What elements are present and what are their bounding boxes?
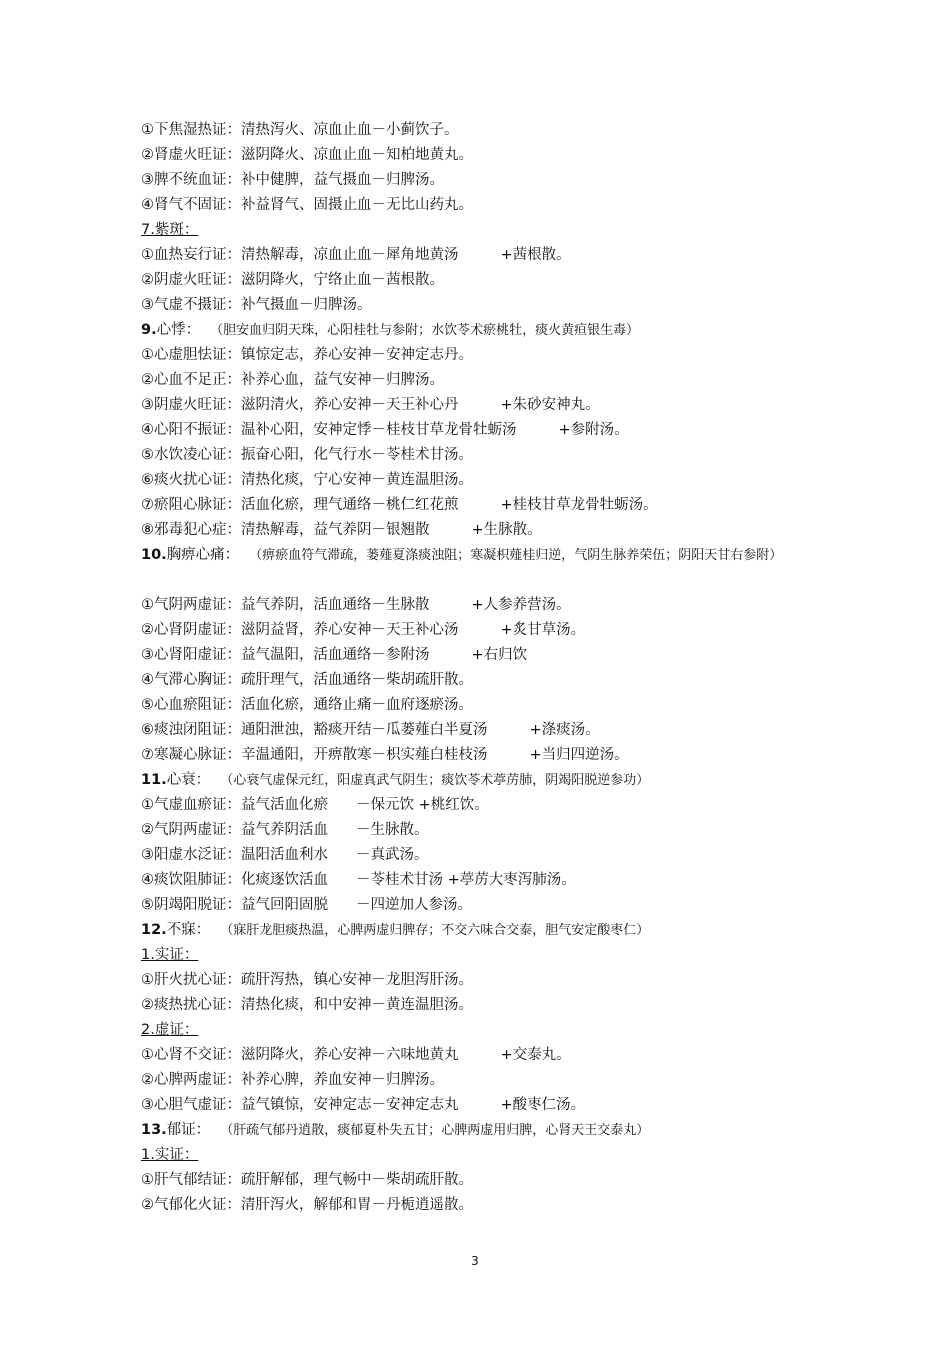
- page-number: 3: [471, 1254, 479, 1268]
- text-line: ④肾气不固证：补益肾气、固摄止血－无比山药丸。: [141, 197, 473, 213]
- text-line: ⑤阴竭阳脱证：益气回阳固脱 －四逆加人参汤。: [141, 897, 472, 913]
- subsection-heading: 1.实证：: [141, 1147, 199, 1163]
- text-line: ①心虚胆怯证：镇惊定志，养心安神－安神定志丹。: [141, 347, 473, 363]
- section-heading: 13.郁证： （肝疏气郁丹逍散，痰郁夏朴失五甘；心脾两虚用归脾，心肾天王交泰丸）: [141, 1122, 650, 1138]
- text-line: ③脾不统血证：补中健脾，益气摄血－归脾汤。: [141, 172, 444, 188]
- text-line: ③阴虚火旺证：滋阴清火，养心安神－天王补心丹 +朱砂安神丸。: [141, 397, 600, 413]
- text-line: ③阳虚水泛证：温阳活血利水 －真武汤。: [141, 847, 429, 863]
- text-line: ①血热妄行证：清热解毒，凉血止血－犀角地黄汤 +茜根散。: [141, 247, 571, 263]
- text-line: ①心肾不交证：滋阴降火，养心安神－六味地黄丸 +交泰丸。: [141, 1047, 571, 1063]
- text-line: ②心脾两虚证：补养心脾，养血安神－归脾汤。: [141, 1072, 444, 1088]
- text-line: ④心阳不振证：温补心阳，安神定悸－桂枝甘草龙骨牡蛎汤 +参附汤。: [141, 422, 629, 438]
- section-heading: 9.心悸： （胆安血归阴天珠，心阳桂牡与参附；水饮苓术瘀桃牡，痰火黄疸银生毒）: [141, 322, 640, 338]
- text-line: ②肾虚火旺证：滋阴降火、凉血止血－知柏地黄丸。: [141, 147, 473, 163]
- text-line: ③气虚不摄证：补气摄血－归脾汤。: [141, 297, 372, 313]
- text-line: ①肝火扰心证：疏肝泻热，镇心安神－龙胆泻肝汤。: [141, 972, 473, 988]
- subsection-heading: 2.虚证：: [141, 1022, 199, 1038]
- text-line: ⑦瘀阻心脉证：活血化瘀，理气通络－桃仁红花煎 +桂枝甘草龙骨牡蛎汤。: [141, 497, 658, 513]
- text-line: ②痰热扰心证：清热化痰，和中安神－黄连温胆汤。: [141, 997, 473, 1013]
- text-line: ③心胆气虚证：益气镇惊，安神定志－安神定志丸 +酸枣仁汤。: [141, 1097, 586, 1113]
- text-line: ②阴虚火旺证：滋阴降火，宁络止血－茜根散。: [141, 272, 444, 288]
- section-heading: 10.胸痹心痛： （痹瘀血符气滞疏，蒌薤夏涤痰浊阻；寒凝枳薤桂归逆，气阴生脉养荣伍；阴阳天甘右参附）: [141, 547, 783, 563]
- section-heading: 12.不寐： （寐肝龙胆痰热温，心脾两虚归脾存；不交六味合交泰，胆气安定酸枣仁）: [141, 922, 650, 938]
- text-line: ④气滞心胸证：疏肝理气，活血通络－柴胡疏肝散。: [141, 672, 473, 688]
- text-line: ①气虚血瘀证：益气活血化瘀 －保元饮 +桃红饮。: [141, 797, 489, 813]
- text-line: ②气阴两虚证：益气养阴活血 －生脉散。: [141, 822, 429, 838]
- text-line: ①肝气郁结证：疏肝解郁，理气畅中－柴胡疏肝散。: [141, 1172, 473, 1188]
- text-line: ⑧邪毒犯心症：清热解毒，益气养阴－银翘散 +生脉散。: [141, 522, 542, 538]
- text-line: ④痰饮阻肺证：化痰逐饮活血 －苓桂术甘汤 +葶苈大枣泻肺汤。: [141, 872, 576, 888]
- text-line: ②气郁化火证：清肝泻火，解郁和胃－丹栀逍遥散。: [141, 1197, 473, 1213]
- subsection-heading: 1.实证：: [141, 947, 199, 963]
- text-line: ⑦寒凝心脉证：辛温通阳，开痹散寒－枳实薤白桂枝汤 +当归四逆汤。: [141, 747, 629, 763]
- section-heading: 7.紫斑：: [141, 222, 199, 238]
- text-line: ⑥痰火扰心证：清热化痰，宁心安神－黄连温胆汤。: [141, 472, 473, 488]
- text-line: ⑤水饮凌心证：振奋心阳，化气行水－苓桂术甘汤。: [141, 447, 473, 463]
- text-line: ⑤心血瘀阻证：活血化瘀，通络止痛－血府逐瘀汤。: [141, 697, 473, 713]
- text-line: ⑥痰浊闭阻证：通阳泄浊，豁痰开结－瓜蒌薤白半夏汤 +涤痰汤。: [141, 722, 600, 738]
- text-line: ①下焦湿热证：清热泻火、凉血止血－小蓟饮子。: [141, 122, 459, 138]
- text-line: ②心肾阴虚证：滋阴益肾，养心安神－天王补心汤 +炙甘草汤。: [141, 622, 586, 638]
- text-line: ③心肾阳虚证：益气温阳，活血通络－参附汤 +右归饮: [141, 647, 528, 663]
- text-line: ②心血不足正：补养心血，益气安神－归脾汤。: [141, 372, 444, 388]
- section-heading: 11.心衰： （心衰气虚保元红，阳虚真武气阴生；痰饮苓术葶苈肺，阴竭阳脱逆参功）: [141, 772, 650, 788]
- text-line: ①气阴两虚证：益气养阴，活血通络－生脉散 +人参养营汤。: [141, 597, 571, 613]
